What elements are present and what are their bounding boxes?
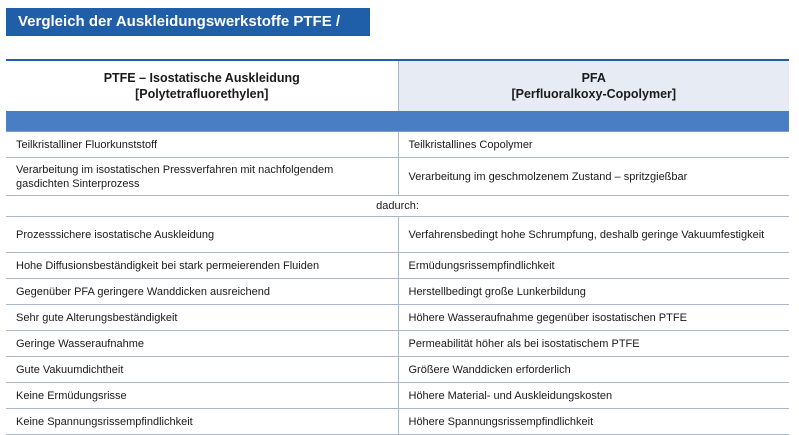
pfa-cell: Ermüdungsrissempfindlichkeit: [398, 253, 789, 279]
comparison-table: [6, 59, 789, 435]
table-title: Vergleich der Auskleidungswerkstoffe PTFE / PFA: [6, 8, 370, 36]
comparison-panel: [6, 8, 789, 435]
ptfe-cell: Verarbeitung im isostatischen Pressverfahren mit nachfolgendem gasdichten Sinterprozess: [6, 158, 398, 196]
table-row: [6, 383, 789, 409]
ptfe-cell: Geringe Wasseraufnahme: [6, 331, 398, 357]
header-ptfe-line1: PTFE – Isostatische Auskleidung: [103, 71, 300, 85]
header-ptfe: [6, 60, 398, 111]
pfa-cell: Verarbeitung im geschmolzenem Zustand – spritzgießbar: [398, 158, 789, 196]
pfa-cell: Teilkristallines Copolymer: [398, 132, 789, 158]
pfa-cell: Höhere Material- und Auskleidungskosten: [398, 383, 789, 409]
table-row: [6, 253, 789, 279]
blue-band: [6, 111, 789, 132]
table-row: [6, 357, 789, 383]
pfa-cell: Größere Wanddicken erforderlich: [398, 357, 789, 383]
divider-text: dadurch:: [6, 196, 789, 217]
ptfe-cell: Gegenüber PFA geringere Wanddicken ausreichend: [6, 279, 398, 305]
header-pfa-line2: [Perfluoralkoxy-Copolymer]: [511, 87, 677, 101]
ptfe-cell: Prozesssichere isostatische Auskleidung: [6, 217, 398, 253]
pfa-cell: Höhere Spannungsrissempfindlichkeit: [398, 409, 789, 435]
header-pfa: [398, 60, 789, 111]
table-row: [6, 409, 789, 435]
table-row: [6, 279, 789, 305]
table-header-row: [6, 60, 789, 111]
blue-band-row: [6, 111, 789, 132]
header-ptfe-line2: [Polytetrafluorethylen]: [135, 87, 269, 101]
table-row: [6, 305, 789, 331]
table-row: [6, 217, 789, 253]
pfa-cell: Permeabilität höher als bei isostatischem PTFE: [398, 331, 789, 357]
pfa-cell: Herstellbedingt große Lunkerbildung: [398, 279, 789, 305]
header-pfa-line1: PFA: [581, 71, 606, 85]
ptfe-cell: Teilkristalliner Fluorkunststoff: [6, 132, 398, 158]
ptfe-cell: Gute Vakuumdichtheit: [6, 357, 398, 383]
table-row: [6, 158, 789, 196]
ptfe-cell: Hohe Diffusionsbeständigkeit bei stark permeierenden Fluiden: [6, 253, 398, 279]
pfa-cell: Höhere Wasseraufnahme gegenüber isostatischen PTFE: [398, 305, 789, 331]
table-row: [6, 132, 789, 158]
ptfe-cell: Keine Spannungsrissempfindlichkeit: [6, 409, 398, 435]
table-row: [6, 331, 789, 357]
ptfe-cell: Sehr gute Alterungsbeständigkeit: [6, 305, 398, 331]
ptfe-cell: Keine Ermüdungsrisse: [6, 383, 398, 409]
divider-row: [6, 196, 789, 217]
pfa-cell: Verfahrensbedingt hohe Schrumpfung, deshalb geringe Vakuumfestigkeit: [398, 217, 789, 253]
